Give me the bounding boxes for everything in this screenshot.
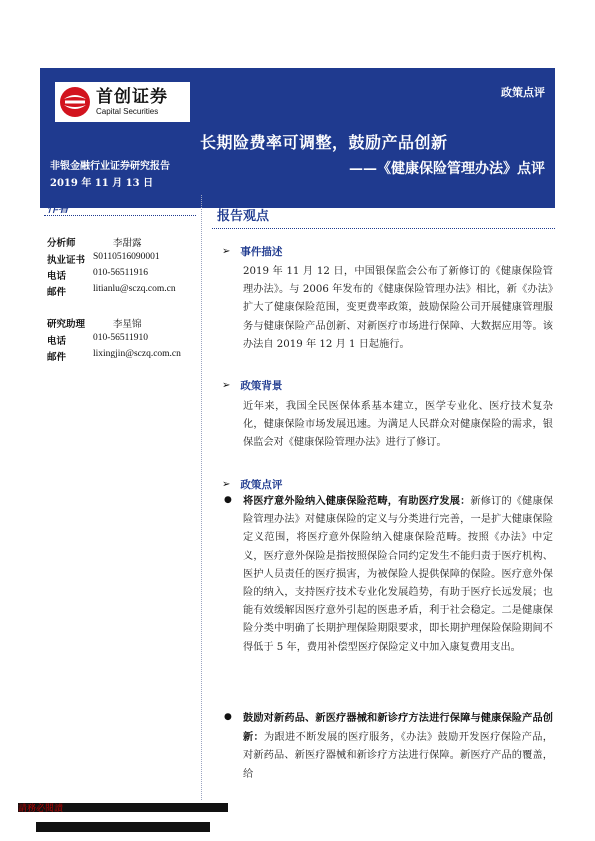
assistant-email-row [47, 349, 181, 363]
bullet-dot-icon: ● [224, 712, 232, 722]
author-heading: 作者 [47, 202, 69, 215]
analyst-email-row [47, 284, 176, 298]
analyst-license: S0110516090001 [93, 252, 160, 262]
review-bullet-2 [243, 709, 553, 784]
analyst-phone: 010-56511916 [93, 268, 149, 278]
bullet-lead: 鼓励对新药品、新医疗器械和新诊疗方法进行保障与健康保险产品创新： [243, 712, 553, 744]
assistant-email[interactable]: lixingjin@sczq.com.cn [93, 349, 181, 359]
analyst-role-label: 分析师 [47, 238, 76, 249]
bullet-text: 新修订的《健康保险管理办法》对健康保险的定义与分类进行完善，一是扩大健康保险定义范围，将医疗意外保险纳入健康保险范畴。按照《办法》中定义，医疗意外保险是指按照保险合同约定发生不能归责于医疗机构、医护人员责任的医疗损害，为被保险人提供保障的保险。医疗意外保险的纳入，支持医疗技术专业化发展趋势，有助于医疗长远发展；也能有效缓解因医疗意外引起的医患矛盾，利于社会稳定。二是健康保险分类中明确了长期护理保险期限要求，即长期护理保险保险期间不得低于 5 年，费用补偿型医疗保险定义中加入康复费用支出。 [243, 496, 554, 653]
section-title: 政策点评 [240, 479, 283, 491]
email-label: 邮件 [47, 352, 67, 363]
license-label: 执业证书 [47, 255, 86, 266]
column-divider [201, 195, 202, 800]
assistant-name-row [47, 316, 142, 330]
section-review-heading [222, 477, 282, 492]
bullet-lead: 将医疗意外险纳入健康保险范畴，有助医疗发展： [243, 495, 471, 507]
analyst-name-row [47, 235, 142, 249]
section-background-heading [222, 378, 282, 393]
report-title: 长期险费率可调整，鼓励产品创新 [200, 133, 448, 152]
analyst-email[interactable]: litianlu@sczq.com.cn [93, 284, 176, 294]
views-divider [212, 228, 555, 229]
report-type: 政策点评 [501, 86, 545, 99]
report-subtitle: ——《健康保险管理办法》点评 [349, 161, 545, 177]
logo-mark-icon [58, 85, 92, 119]
section-event-text: 2019 年 11 月 12 日，中国银保监会公布了新修订的《健康保险管理办法》。与 2006 年发布的《健康保险管理办法》相比，新《办法》扩大了健康保险范围，变更费率政策，鼓励保险公司开展健康管理服务与健康保险产品创新、对新医疗市场进行保障、大数据应用等。该办法自 2019 年 12 月 1 日起施行。 [243, 266, 553, 350]
analyst-license-row [47, 252, 160, 266]
arrow-bullet-icon: ➢ [222, 380, 231, 391]
bullet-dot-icon: ● [224, 495, 232, 505]
report-date: 2019 年 11 月 13 日 [50, 178, 154, 189]
assistant-name: 李星锦 [113, 320, 142, 330]
section-title: 事件描述 [240, 246, 283, 258]
phone-label: 电话 [47, 336, 67, 347]
section-event-heading [222, 244, 282, 259]
phone-label: 电话 [47, 271, 67, 282]
logo-cn-text: 首创证券 [96, 86, 168, 107]
analyst-phone-row [47, 268, 148, 282]
section-title: 政策背景 [240, 380, 283, 392]
assistant-phone: 010-56511910 [93, 333, 149, 343]
report-views-heading: 报告观点 [217, 209, 270, 224]
footer-redaction-bar-2 [36, 822, 210, 832]
report-category: 非银金融行业证券研究报告 [50, 161, 170, 172]
footer-disclaimer-link[interactable]: 請務必閱讀 [18, 804, 64, 814]
bullet-text: 为跟进不断发展的医疗服务，《办法》鼓励开发医疗保险产品，对新药品、新医疗器械和新诊疗方法进行保障。新医疗产品的覆盖，给 [243, 732, 553, 780]
arrow-bullet-icon: ➢ [222, 479, 231, 490]
review-bullet-1 [243, 492, 553, 657]
section-background-text: 近年来，我国全民医保体系基本建立，医学专业化、医疗技术复杂化，健康保险市场发展迅速。为满足人民群众对健康保险的需求，银保监会对《健康保险管理办法》进行了修订。 [243, 401, 553, 449]
email-label: 邮件 [47, 287, 67, 298]
author-divider [44, 215, 196, 216]
logo-en-text: Capital Securities [96, 106, 159, 116]
assistant-phone-row [47, 333, 148, 347]
company-logo [55, 82, 190, 122]
analyst-name: 李甜露 [113, 239, 142, 249]
arrow-bullet-icon: ➢ [222, 246, 231, 257]
assistant-role-label: 研究助理 [47, 319, 86, 330]
